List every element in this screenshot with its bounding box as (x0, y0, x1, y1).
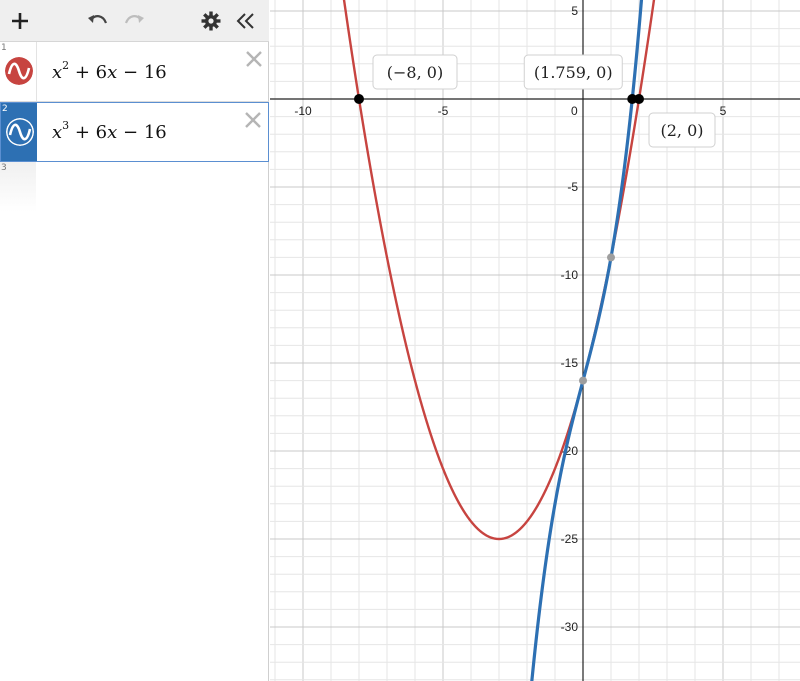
point-label: (2, 0) (660, 121, 704, 140)
expression-index: 1 (1, 43, 7, 53)
expression-gutter (0, 42, 37, 101)
expression-row-3[interactable] (0, 162, 269, 212)
y-tick-label: 5 (571, 4, 578, 18)
add-expression-button[interactable] (6, 7, 34, 35)
expression-index: 2 (2, 104, 8, 114)
undo-button[interactable] (84, 7, 112, 35)
graph-canvas[interactable] (270, 0, 800, 681)
wave-icon[interactable] (6, 118, 34, 146)
point-marker[interactable] (579, 377, 587, 385)
x-tick-label: 0 (571, 104, 578, 118)
double-chevron-left-icon (236, 12, 256, 30)
toolbar (0, 0, 269, 42)
expression-formula[interactable]: $x^2 + 6x - 16$ (52, 59, 167, 83)
point-marker[interactable] (607, 253, 615, 261)
point-marker[interactable] (354, 94, 364, 104)
y-tick-label: -20 (560, 444, 578, 458)
x-tick-label: 5 (719, 104, 727, 118)
expression-row-1[interactable] (0, 42, 269, 102)
grid (270, 0, 800, 681)
point-label: (−8, 0) (386, 63, 444, 82)
point-label: (1.759, 0) (533, 63, 613, 82)
expression-list (0, 0, 269, 681)
collapse-list-button[interactable] (232, 7, 260, 35)
expression-gutter (1, 103, 37, 161)
axes (270, 0, 800, 681)
y-tick-label: -15 (560, 356, 578, 370)
expression-index: 3 (1, 163, 7, 173)
x-tick-label: -10 (294, 104, 312, 118)
y-tick-label: -10 (560, 268, 578, 282)
delete-expression-icon[interactable] (245, 50, 263, 68)
point-marker[interactable] (634, 94, 644, 104)
gear-icon (201, 11, 221, 31)
delete-expression-icon[interactable] (244, 111, 262, 129)
redo-icon (123, 12, 145, 30)
settings-button[interactable] (197, 7, 225, 35)
wave-icon[interactable] (5, 57, 33, 85)
y-tick-label: -5 (567, 180, 578, 194)
y-tick-label: -25 (560, 532, 578, 546)
plus-icon (10, 11, 30, 31)
redo-button[interactable] (120, 7, 148, 35)
expression-formula[interactable]: $x^3 + 6x - 16$ (52, 119, 167, 143)
points (354, 55, 715, 385)
y-tick-label: -30 (560, 620, 578, 634)
expression-row-2[interactable] (0, 102, 269, 162)
expression-gutter (0, 162, 36, 212)
x-tick-label: -5 (437, 104, 449, 118)
undo-icon (87, 12, 109, 30)
